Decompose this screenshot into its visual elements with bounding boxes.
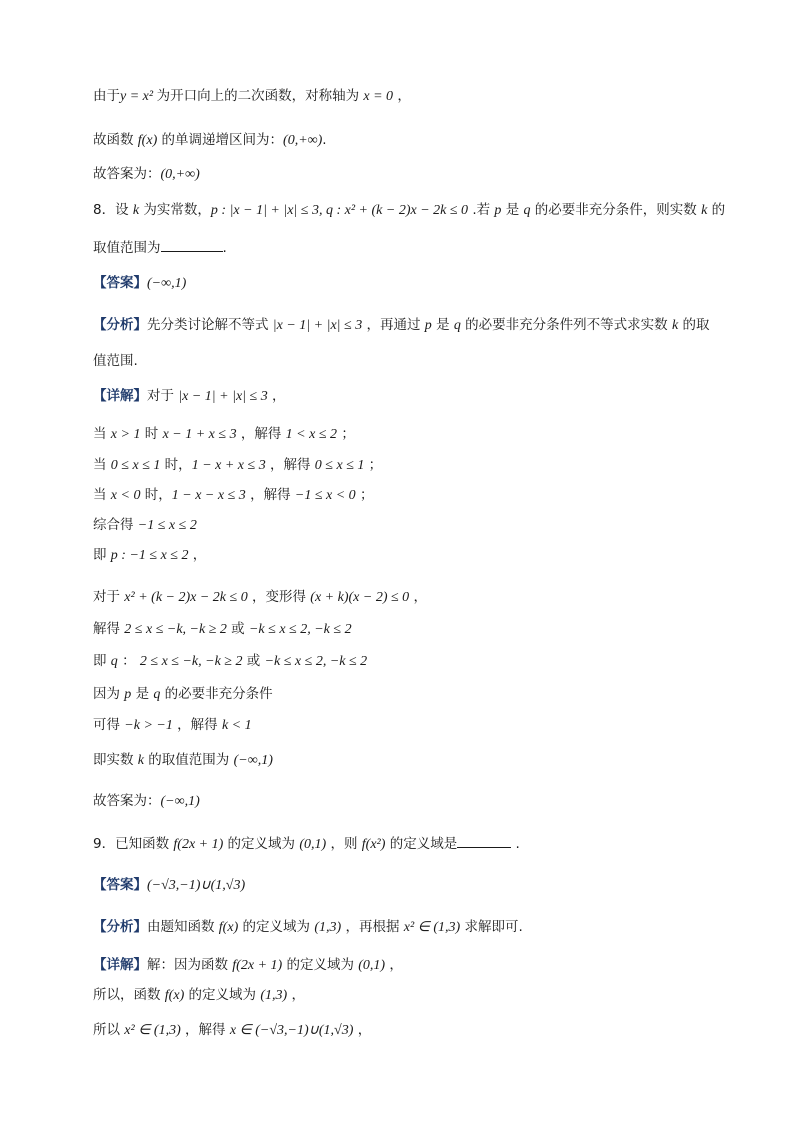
math-expression: x − 1 + x ≤ 3 [162,427,237,442]
math-expression: |x − 1| + |x| ≤ 3 [178,389,268,404]
line-text: 由题知函数 [147,919,219,935]
text-line [93,833,520,855]
math-expression: x ∈ (−√3,−1)∪(1,√3) [229,1023,354,1038]
math-expression: (1,3) [314,920,342,935]
math-expression: x² + (k − 2)x − 2k ≤ 0 [124,590,248,605]
line-text: 对于 [93,589,125,605]
math-expression: f(x²) [361,837,386,852]
math-expression: p : −1 ≤ x ≤ 2 [110,548,189,563]
line-text: ，再通过 [362,317,425,333]
line-text: 即实数 [93,752,138,768]
line-text: . [222,240,227,256]
math-expression: x < 0 [110,488,141,503]
math-expression: f(x) [218,920,239,935]
line-text: 的取值范围为 [144,752,234,768]
line-text: 是 [131,686,154,702]
line-text: 的必要非充分条件 [160,686,273,702]
math-expression: x = 0 [363,89,394,104]
line-text: 可得 [93,717,125,733]
line-text: ； [337,426,355,442]
line-text: ； [355,487,374,503]
line-text: ： [117,653,140,669]
text-line [93,917,523,938]
line-text: 即 [93,547,111,563]
line-text: ， [385,957,403,973]
text-line [93,315,710,336]
line-text: 时， [140,487,172,503]
line-text: 综合得 [93,517,138,533]
math-expression: (0,+∞) [283,133,323,148]
text-line [93,455,382,476]
line-text: 的必要非充分条件，则实数 [530,202,702,218]
line-text: 先分类讨论解不等式 [147,317,273,333]
line-text: ， [393,88,411,104]
line-text: ， [287,987,305,1003]
line-text: 由于 [93,88,120,104]
text-line [93,386,286,407]
math-expression: k [671,318,679,333]
math-expression: −1 ≤ x < 0 [294,488,356,503]
math-expression: (0,+∞) [160,167,200,182]
math-expression: f(2x + 1) [173,837,224,852]
line-text: ； [364,457,383,473]
line-text: 的定义域为 [184,987,261,1003]
text-line [93,715,252,736]
math-expression: −1 ≤ x ≤ 2 [137,518,197,533]
section-tag: 【答案】 [93,877,147,893]
math-expression: −k ≤ x ≤ 2, −k ≤ 2 [264,654,368,669]
line-text: 时 [140,426,163,442]
math-expression: f(x) [137,133,158,148]
text-line [93,619,352,640]
line-text: 的取 [678,317,710,333]
math-expression: x > 1 [110,427,141,442]
math-expression: p [124,687,132,702]
math-expression: p [424,318,432,333]
line-text: 当 [93,487,111,503]
line-text: 9．已知函数 [93,836,174,852]
line-text: ，变形得 [247,589,311,605]
line-text: 所以 [93,1022,125,1038]
text-line [93,875,245,896]
line-text: 对于 [147,388,179,404]
line-text: 为实常数， [139,202,211,218]
math-expression: x² ∈ (1,3) [124,1023,181,1038]
line-text: 因为 [93,686,125,702]
line-text: 当 [93,457,111,473]
line-text: 为开口向上的二次函数，对称轴为 [156,88,364,104]
line-text: 是 [431,317,454,333]
math-expression: (−√3,−1)∪(1,√3) [147,878,246,893]
line-text: 或 [242,653,265,669]
line-text: ，则 [326,836,362,852]
line-text: 即 [93,653,111,669]
line-text: ，解得 [236,426,286,442]
line-text: 的定义域为 [282,957,359,973]
math-expression: (0,1) [358,958,386,973]
text-line [93,985,305,1006]
line-text: ， [188,547,207,563]
text-line [93,587,427,608]
math-expression: p [494,203,502,218]
answer-blank [161,237,223,252]
line-text: 的定义域为 [238,919,315,935]
line-text: . [322,132,327,148]
text-line [93,273,186,294]
text-line [93,130,327,151]
line-text: 的单调递增区间为： [157,132,284,148]
math-expression: f(2x + 1) [232,958,283,973]
text-line [93,86,411,107]
section-tag: 【分析】 [93,919,147,935]
line-text: ，解得 [245,487,295,503]
math-expression: k [132,203,140,218]
line-text: ，再根据 [341,919,404,935]
math-expression: 2 ≤ x ≤ −k, −k ≥ 2 [124,622,227,637]
math-expression: |x − 1| + |x| ≤ 3 [272,318,363,333]
math-expression: f(x) [164,988,185,1003]
math-expression: 0 ≤ x ≤ 1 [314,458,365,473]
line-text: .若 [468,202,495,218]
section-tag: 【答案】 [93,275,147,291]
math-expression: q [153,687,161,702]
line-text: ， [267,388,286,404]
section-tag: 【详解】 [93,388,147,404]
text-line [93,750,273,771]
math-expression: 0 ≤ x ≤ 1 [110,458,161,473]
math-expression: p : |x − 1| + |x| ≤ 3, q : x² + (k − 2)x − 2k ≤ 0 [210,203,469,218]
text-line [93,200,725,221]
text-line [93,791,200,812]
math-expression: 2 ≤ x ≤ −k, −k ≥ 2 [139,654,243,669]
line-text: 故函数 [93,132,138,148]
text-line [93,1020,371,1041]
text-line [93,684,273,705]
math-expression: x² ∈ (1,3) [403,920,461,935]
line-text: . [511,836,520,852]
line-text: 当 [93,426,111,442]
math-expression: (−∞,1) [147,276,187,291]
text-line [93,351,138,371]
line-text: 解：因为函数 [147,957,233,973]
answer-blank [457,833,511,848]
text-line [93,424,355,445]
text-line [93,955,403,976]
math-expression: y = x² [120,89,157,104]
line-text: 的定义域为 [223,836,300,852]
line-text: ， [409,589,427,605]
math-expression: 1 < x ≤ 2 [285,427,338,442]
line-text: 的 [707,202,726,218]
text-line [93,545,206,566]
math-expression: (0,1) [299,837,327,852]
line-text: 8．设 [93,202,133,218]
text-line [93,237,227,258]
line-text: 求解即可. [460,919,523,935]
line-text: ， [353,1022,372,1038]
math-expression: (x + k)(x − 2) ≤ 0 [310,590,410,605]
math-expression: 1 − x + x ≤ 3 [191,458,266,473]
line-text: 的定义域是 [385,836,458,852]
text-line [93,515,197,536]
section-tag: 【分析】 [93,317,147,333]
math-expression: −k > −1 [124,718,173,733]
math-expression: 1 − x − x ≤ 3 [171,488,246,503]
line-text: 时， [160,457,192,473]
line-text: ，解得 [172,717,222,733]
section-tag: 【详解】 [93,957,147,973]
line-text: 或 [226,621,249,637]
text-line [93,485,373,506]
line-text: ，解得 [180,1022,230,1038]
line-text: 的必要非充分条件列不等式求实数 [460,317,672,333]
line-text: 解得 [93,621,125,637]
math-expression: q [453,318,461,333]
line-text: 取值范围为 [93,240,161,256]
math-expression: (−∞,1) [160,794,200,809]
text-line [93,164,200,185]
math-expression: q [523,203,531,218]
text-line [93,651,367,672]
line-text: 所以，函数 [93,987,165,1003]
line-text: 故答案为： [93,166,161,182]
math-expression: (1,3) [260,988,288,1003]
line-text: ，解得 [265,457,315,473]
math-expression: k [137,753,145,768]
line-text: 是 [501,202,524,218]
math-expression: q [110,654,118,669]
math-expression: k < 1 [221,718,252,733]
math-expression: k [701,203,708,218]
math-expression: −k ≤ x ≤ 2, −k ≤ 2 [248,622,352,637]
line-text: 故答案为： [93,793,161,809]
math-expression: (−∞,1) [233,753,273,768]
line-text: 值范围. [93,353,138,369]
